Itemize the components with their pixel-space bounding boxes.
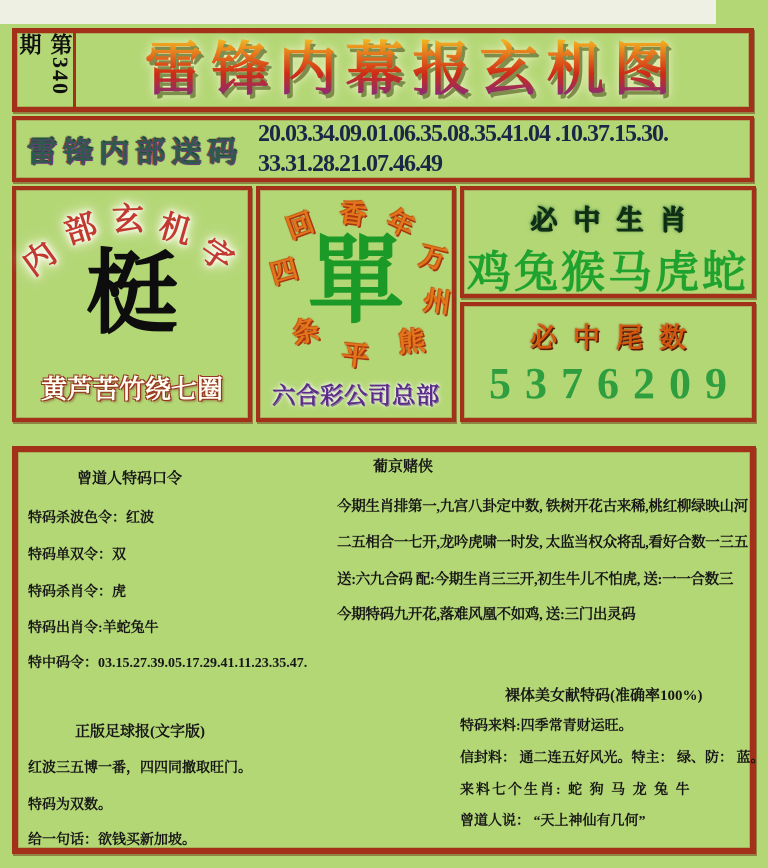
sure-win-zodiac-box xyxy=(460,186,756,298)
ring-char: 年 xyxy=(381,204,420,244)
leaked-numbers xyxy=(254,119,750,179)
arc-title-char: 机 xyxy=(155,207,196,251)
tail-box-value: 5376209 xyxy=(489,359,741,408)
leaked-numbers-line2: 33.31.28.21.07.46.49 xyxy=(258,151,442,177)
ring-char: 回 xyxy=(282,207,319,245)
tail-box-title: 必中尾数 xyxy=(530,323,702,353)
ring-char: 州 xyxy=(421,285,453,319)
tip-line: 特码杀肖令：虎 xyxy=(28,585,126,600)
tip-line: 特码来料:四季常青财运旺。 xyxy=(460,719,633,734)
issue-number: 第340期 xyxy=(17,33,76,107)
tip-line: 给一句话：欲钱买新加坡。 xyxy=(28,833,196,848)
tip-line: 特码单双令：双 xyxy=(28,548,126,563)
mystery-character-box xyxy=(12,186,252,422)
tip-line: 特码出肖令:羊蛇兔牛 xyxy=(28,621,159,636)
ring-char: 条 xyxy=(289,314,323,350)
zodiac-box-title: 必中生肖 xyxy=(530,205,702,235)
character-ring-box xyxy=(256,186,456,422)
tip-line: 信封料： 通二连五好风光。特主： 绿、防： 蓝。 xyxy=(460,751,765,766)
arc-title-char: 内 xyxy=(15,234,63,283)
verse-line: 今期特码九开花,落难风凰不如鸡, 送:三门出灵码 xyxy=(337,607,636,623)
company-label: 六合彩公司总部 xyxy=(272,383,440,408)
sure-win-tail-box xyxy=(460,302,756,422)
text-panel xyxy=(12,446,765,854)
right-column-heading2: 裸体美女献特码(准确率100%) xyxy=(505,688,703,704)
left-column-heading: 曾道人特码口令 xyxy=(77,471,183,487)
tip-line: 特中码令：03.15.27.39.05.17.29.41.11.23.35.47. xyxy=(28,656,308,671)
verse-line: 二五相合一七开,龙吟虎啸一时发, 太监当权众将乱,看好合数一三五 xyxy=(337,535,748,551)
tip-line: 红波三五博一番，四四同撤取旺门。 xyxy=(28,761,252,776)
scan-edge-strip xyxy=(0,0,716,24)
ring-char: 香 xyxy=(337,197,369,231)
leaked-numbers-line1: 20.03.34.09.01.06.35.08.35.41.04 .10.37.15.30. xyxy=(258,121,668,147)
right-column-heading: 葡京赌侠 xyxy=(373,459,434,475)
arc-title-char: 字 xyxy=(193,230,241,279)
page-title: 雷锋内幕报玄机图 xyxy=(76,33,749,107)
leaked-numbers-box xyxy=(12,116,754,182)
tip-line: 曾道人说： “天上神仙有几何” xyxy=(460,814,646,829)
mystery-character: 梃 xyxy=(85,243,178,345)
zodiac-box-value: 鸡兔猴马虎蛇 xyxy=(467,248,749,297)
leaked-numbers-label: 雷锋内部送码 xyxy=(27,136,243,168)
verse-line: 送:六九合码 配:今期生肖三三开,初生牛儿不怕虎, 送:一一合数三 xyxy=(337,572,734,588)
ring-char: 万 xyxy=(416,240,450,276)
ring-char: 四 xyxy=(267,253,302,291)
odd-even-verdict: 單 xyxy=(308,228,404,335)
tip-line: 来料七个生肖: 蛇 狗 马 龙 兔 牛 xyxy=(460,783,692,798)
arc-title-char: 部 xyxy=(59,206,102,251)
title-box xyxy=(12,28,754,112)
ring-char: 熊 xyxy=(396,325,427,359)
tip-line: 特码为双数。 xyxy=(28,798,112,813)
tip-line: 特码杀波色令：红波 xyxy=(28,511,154,526)
verse-line: 今期生肖排第一,九宫八卦定中数, 铁树开花古来稀,桃红柳绿映山河 xyxy=(337,499,748,515)
ring-char: 平 xyxy=(340,339,371,373)
mystery-phrase: 黄芦苦竹绕七圈 xyxy=(40,375,223,404)
left-column-heading2: 正版足球报(文字版) xyxy=(75,724,205,740)
arc-title-char: 玄 xyxy=(111,200,145,238)
